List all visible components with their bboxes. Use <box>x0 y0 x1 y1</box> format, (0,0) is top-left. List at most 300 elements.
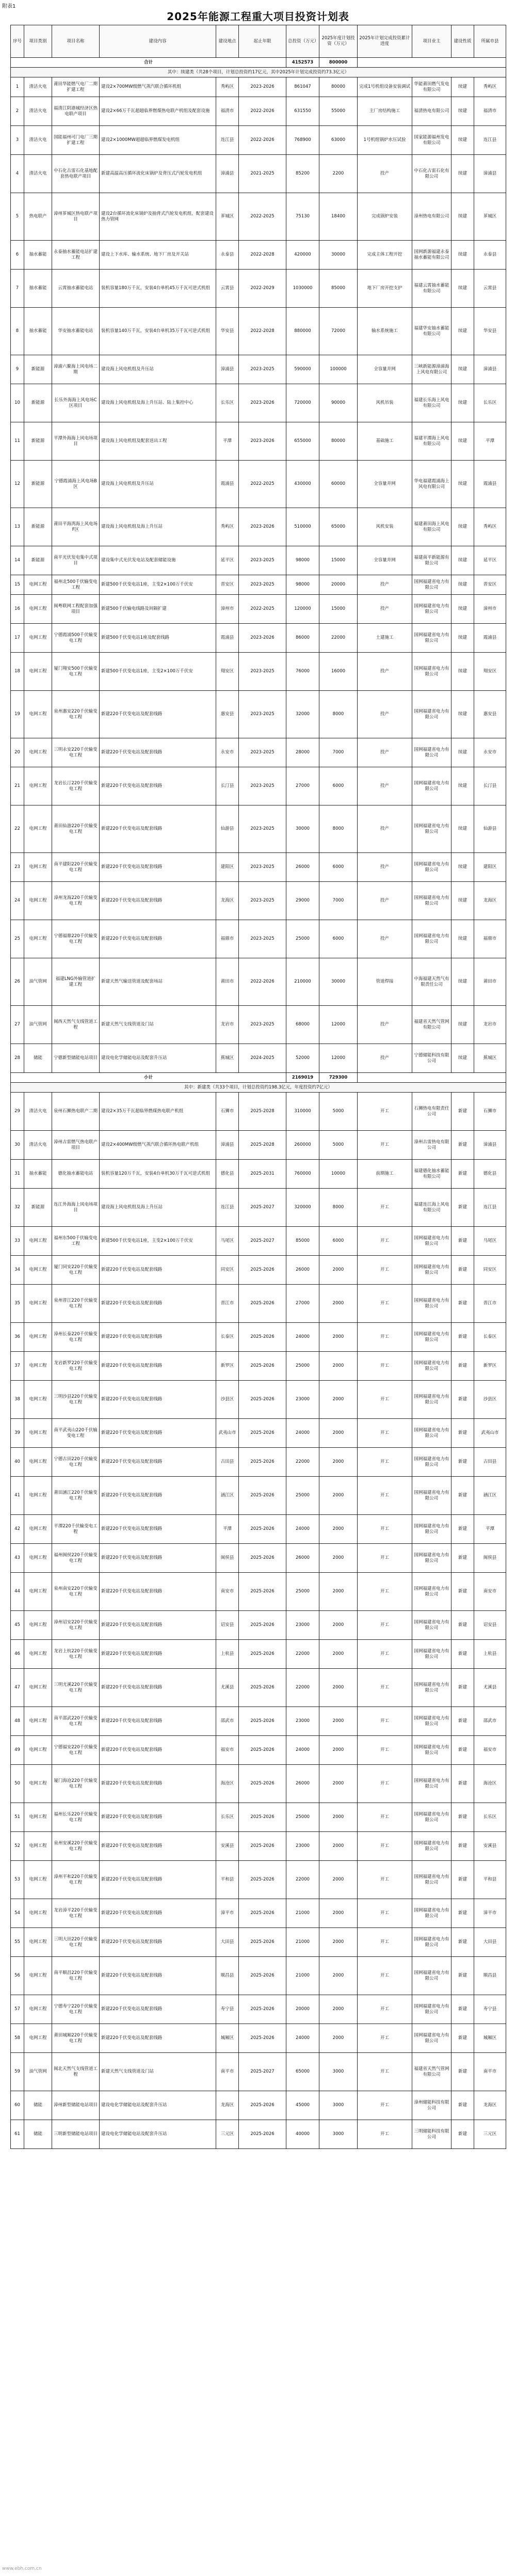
table-row <box>11 1928 506 1957</box>
cell-nature: 新建 <box>452 1707 474 1736</box>
cell-total: 861047 <box>286 77 319 97</box>
cell-progress: 全容量并网 <box>358 355 412 384</box>
cell-plan: 2000 <box>319 1285 358 1323</box>
cell-content: 新建220千伏变电站及配套线路 <box>100 1861 216 1899</box>
cell-total: 1030000 <box>286 270 319 308</box>
cell-content: 新建220千伏变电站及配套线路 <box>100 1515 216 1544</box>
cell-years: 2025-2026 <box>239 1611 286 1640</box>
cell-nature: 续建 <box>452 882 474 920</box>
header-years: 起止年限 <box>239 25 286 58</box>
cell-location: 龙海区 <box>216 882 239 920</box>
cell-nature: 新建 <box>452 1544 474 1573</box>
cell-content: 新建天然气支线管道及门站 <box>100 1006 216 1044</box>
cell-category: 电网工程 <box>24 1765 52 1803</box>
cell-plan: 2000 <box>319 1765 358 1803</box>
cell-category: 电网工程 <box>24 1957 52 1995</box>
cell-no: 59 <box>11 2053 24 2091</box>
table-row <box>11 1995 506 2024</box>
cell-nature: 新建 <box>452 2120 474 2149</box>
cell-location: 平潭 <box>216 422 239 461</box>
cell-years: 2022-2029 <box>239 270 286 308</box>
table-row <box>11 1803 506 1832</box>
cell-city: 古田县 <box>474 1448 506 1477</box>
cell-years: 2022-2028 <box>239 241 286 270</box>
cell-plan: 2000 <box>319 1928 358 1957</box>
cell-plan: 63000 <box>319 126 358 155</box>
cell-name: 平潭220千伏输变电工程 <box>52 1515 100 1544</box>
cell-location: 南安市 <box>216 1573 239 1611</box>
cell-location: 闽侯县 <box>216 1544 239 1573</box>
cell-nature: 续建 <box>452 738 474 767</box>
cell-nature: 续建 <box>452 958 474 1006</box>
cell-nature: 新建 <box>452 1227 474 1256</box>
cell-nature: 新建 <box>452 1448 474 1477</box>
cell-no: 11 <box>11 422 24 461</box>
cell-nature: 新建 <box>452 1189 474 1227</box>
cell-city: 平潭 <box>474 422 506 461</box>
cell-plan: 2000 <box>319 1477 358 1515</box>
cell-progress: 投产 <box>358 738 412 767</box>
cell-owner: 三峡新能源漳浦海上风电有限公司 <box>412 355 452 384</box>
table-row <box>11 920 506 958</box>
cell-category: 电网工程 <box>24 1803 52 1832</box>
cell-progress: 完成1号机组设备安装调试 <box>358 77 412 97</box>
cell-years: 2025-2026 <box>239 1285 286 1323</box>
project-table <box>10 25 506 2149</box>
cell-content: 新建220千伏变电站及配套线路 <box>100 1736 216 1765</box>
cell-category: 油气管网 <box>24 958 52 1006</box>
cell-plan: 3000 <box>319 2091 358 2120</box>
cell-location: 南平市 <box>216 2053 239 2091</box>
cell-total: 320000 <box>286 1189 319 1227</box>
cell-nature: 新建 <box>452 2024 474 2053</box>
cell-nature: 续建 <box>452 853 474 882</box>
table-row <box>11 2024 506 2053</box>
subtotal-label: 小计 <box>11 1073 286 1083</box>
cell-no: 48 <box>11 1707 24 1736</box>
attachment-label: 附表1 <box>2 4 16 9</box>
cell-total: 22000 <box>286 1861 319 1899</box>
cell-name: 泉州惠安220千伏输变电工程 <box>52 691 100 738</box>
cell-content: 新建220千伏变电站及配套线路 <box>100 738 216 767</box>
cell-name: 南平武夷山220千伏输变电工程 <box>52 1419 100 1448</box>
cell-location: 晋江市 <box>216 1285 239 1323</box>
header-no: 序号 <box>11 25 24 58</box>
cell-owner: 华能莆田燃气发电有限公司 <box>412 77 452 97</box>
cell-no: 28 <box>11 1044 24 1073</box>
cell-total: 24000 <box>286 1515 319 1544</box>
cell-owner: 国网福建省电力有限公司 <box>412 1477 452 1515</box>
cell-city: 大田县 <box>474 1928 506 1957</box>
cell-location: 新罗区 <box>216 1352 239 1381</box>
cell-plan: 8000 <box>319 805 358 853</box>
cell-content: 新建220千伏变电站及配套线路 <box>100 691 216 738</box>
cell-years: 2022-2028 <box>239 308 286 355</box>
cell-location: 寿宁县 <box>216 1995 239 2024</box>
cell-years: 2023-2025 <box>239 546 286 575</box>
cell-name: 福清江阴港城经济区热电联产项目 <box>52 97 100 126</box>
cell-total: 29000 <box>286 882 319 920</box>
cell-category: 清洁火电 <box>24 126 52 155</box>
cell-years: 2025-2028 <box>239 1093 286 1131</box>
cell-years: 2025-2026 <box>239 1640 286 1669</box>
table-row <box>11 241 506 270</box>
cell-years: 2022-2025 <box>239 595 286 624</box>
cell-total: 85000 <box>286 1227 319 1256</box>
cell-nature: 续建 <box>452 422 474 461</box>
cell-total: 98000 <box>286 575 319 595</box>
cell-plan: 2000 <box>319 1381 358 1419</box>
cell-progress: 投产 <box>358 853 412 882</box>
cell-total: 23000 <box>286 1381 319 1419</box>
cell-location: 诏安县 <box>216 1611 239 1640</box>
cell-plan: 5000 <box>319 1131 358 1160</box>
cell-city: 延平区 <box>474 546 506 575</box>
cell-name: 南平邵武220千伏输变电工程 <box>52 1707 100 1736</box>
table-row <box>11 1006 506 1044</box>
cell-category: 电网工程 <box>24 882 52 920</box>
cell-name: 连江外海海上风电场项目 <box>52 1189 100 1227</box>
cell-no: 18 <box>11 653 24 691</box>
cell-progress: 开工 <box>358 1381 412 1419</box>
cell-progress: 开工 <box>358 1189 412 1227</box>
cell-owner: 福建连江海上风电有限公司 <box>412 1189 452 1227</box>
cell-total: 27000 <box>286 1285 319 1323</box>
cell-city: 三元区 <box>474 2120 506 2149</box>
cell-name: 宁德新型储能电站项目 <box>52 1044 100 1073</box>
cell-total: 28000 <box>286 738 319 767</box>
cell-content: 新建220千伏变电站及配套线路 <box>100 882 216 920</box>
table-row <box>11 1352 506 1381</box>
cell-name: 漳州古雷燃气热电联产项目 <box>52 1131 100 1160</box>
subtotal-plan: 729300 <box>319 1073 358 1083</box>
total-plan: 800000 <box>319 58 358 68</box>
cell-content: 新建500千伏变电站1座，主变2×100万千伏安 <box>100 575 216 595</box>
cell-name: 漳州诏安220千伏输变电工程 <box>52 1611 100 1640</box>
cell-owner: 福建长乐海上风电有限公司 <box>412 384 452 422</box>
cell-content: 建设2×700MW级燃气蒸汽联合循环机组 <box>100 77 216 97</box>
cell-years: 2025-2028 <box>239 1131 286 1160</box>
cell-content: 新建220千伏变电站及配套线路 <box>100 2024 216 2053</box>
header-progress: 2025年计划完成投资累计进度 <box>358 25 412 58</box>
cell-total: 880000 <box>286 308 319 355</box>
cell-owner: 福建华安抽水蓄能有限公司 <box>412 308 452 355</box>
cell-owner: 福建德化抽水蓄能有限公司 <box>412 1160 452 1189</box>
cell-progress: 投产 <box>358 767 412 805</box>
cell-years: 2023-2025 <box>239 355 286 384</box>
cell-content: 建设电化学储能电站及配套升压站 <box>100 2120 216 2149</box>
cell-nature: 新建 <box>452 1669 474 1707</box>
cell-plan: 65000 <box>319 508 358 546</box>
cell-owner: 国网福建省电力有限公司 <box>412 653 452 691</box>
cell-no: 35 <box>11 1285 24 1323</box>
cell-nature: 续建 <box>452 270 474 308</box>
cell-city: 华安县 <box>474 308 506 355</box>
table-row <box>11 1957 506 1995</box>
cell-total: 120000 <box>286 595 319 624</box>
cell-category: 热电联产 <box>24 193 52 241</box>
cell-category: 电网工程 <box>24 653 52 691</box>
cell-total: 510000 <box>286 508 319 546</box>
cell-content: 建设海上风电机组及配套送出工程 <box>100 422 216 461</box>
cell-years: 2025-2026 <box>239 1448 286 1477</box>
table-row <box>11 384 506 422</box>
cell-plan: 80000 <box>319 77 358 97</box>
cell-owner: 宁德储能科技有限公司 <box>412 1044 452 1073</box>
cell-no: 17 <box>11 624 24 653</box>
cell-location: 漳平市 <box>216 1899 239 1928</box>
cell-category: 电网工程 <box>24 738 52 767</box>
header-location: 建设地点 <box>216 25 239 58</box>
cell-location: 漳州市 <box>216 595 239 624</box>
cell-city: 南安市 <box>474 1573 506 1611</box>
cell-content: 建设海上风电机组及海上升压站 <box>100 1189 216 1227</box>
table-row <box>11 1256 506 1285</box>
cell-nature: 续建 <box>452 77 474 97</box>
cell-owner: 福建云霄抽水蓄能有限公司 <box>412 270 452 308</box>
cell-no: 60 <box>11 2091 24 2120</box>
cell-total: 631550 <box>286 97 319 126</box>
cell-years: 2021-2025 <box>239 155 286 193</box>
cell-name: 漳州芗城区热电联产项目 <box>52 193 100 241</box>
cell-progress: 开工 <box>358 1573 412 1611</box>
cell-no: 21 <box>11 767 24 805</box>
header-plan: 2025年度计划投资（万元） <box>319 25 358 58</box>
cell-category: 电网工程 <box>24 1323 52 1352</box>
header-content: 建设内容 <box>100 25 216 58</box>
cell-location: 涵江区 <box>216 1477 239 1515</box>
cell-category: 抽水蓄能 <box>24 241 52 270</box>
header-owner: 项目业主 <box>412 25 452 58</box>
cell-name: 三明尤溪220千伏输变电工程 <box>52 1669 100 1707</box>
cell-content: 新建220千伏变电站及配套线路 <box>100 767 216 805</box>
cell-category: 电网工程 <box>24 1352 52 1381</box>
cell-owner: 国网福建省电力有限公司 <box>412 575 452 595</box>
cell-total: 20000 <box>286 1995 319 2024</box>
cell-total: 27000 <box>286 767 319 805</box>
cell-content: 新建220千伏变电站及配套线路 <box>100 1419 216 1448</box>
cell-owner: 国网福建省电力有限公司 <box>412 1285 452 1323</box>
cell-plan: 80000 <box>319 422 358 461</box>
cell-location: 霞浦县 <box>216 461 239 508</box>
cell-category: 电网工程 <box>24 624 52 653</box>
cell-plan: 2200 <box>319 155 358 193</box>
cell-location: 长泰区 <box>216 1323 239 1352</box>
cell-no: 58 <box>11 2024 24 2053</box>
cell-category: 电网工程 <box>24 1419 52 1448</box>
cell-category: 清洁火电 <box>24 155 52 193</box>
cell-progress: 开工 <box>358 1899 412 1928</box>
cell-category: 清洁火电 <box>24 1093 52 1131</box>
cell-location: 惠安县 <box>216 691 239 738</box>
cell-years: 2023-2026 <box>239 77 286 97</box>
cell-years: 2025-2031 <box>239 1160 286 1189</box>
cell-city: 平潭 <box>474 1515 506 1544</box>
cell-no: 12 <box>11 461 24 508</box>
cell-location: 翔安区 <box>216 653 239 691</box>
cell-nature: 新建 <box>452 1323 474 1352</box>
cell-city: 长汀县 <box>474 767 506 805</box>
cell-category: 新能源 <box>24 1189 52 1227</box>
cell-progress: 开工 <box>358 1640 412 1669</box>
cell-category: 电网工程 <box>24 853 52 882</box>
cell-location: 尤溪县 <box>216 1669 239 1707</box>
cell-progress: 开工 <box>358 1611 412 1640</box>
header-total: 总投资（万元） <box>286 25 319 58</box>
table-row <box>11 1044 506 1073</box>
cell-city: 仙游县 <box>474 805 506 853</box>
cell-nature: 续建 <box>452 546 474 575</box>
cell-years: 2023-2025 <box>239 805 286 853</box>
cell-city: 霞浦县 <box>474 624 506 653</box>
table-row <box>11 1573 506 1611</box>
cell-plan: 2000 <box>319 1736 358 1765</box>
cell-content: 新建220千伏变电站及配套线路 <box>100 1803 216 1832</box>
cell-content: 建设上下水库、输水系统、地下厂房及开关站 <box>100 241 216 270</box>
cell-name: 莆田华能燃气电厂二期扩建工程 <box>52 77 100 97</box>
cell-years: 2022-2025 <box>239 193 286 241</box>
cell-no: 32 <box>11 1189 24 1227</box>
subtotal-row <box>11 1073 506 1083</box>
cell-owner: 中石化古雷石化有限公司 <box>412 155 452 193</box>
cell-total: 85200 <box>286 155 319 193</box>
cell-city: 连江县 <box>474 126 506 155</box>
cell-no: 57 <box>11 1995 24 2024</box>
cell-content: 装机容量180万千瓦，安装4台单机45万千瓦可逆式机组 <box>100 270 216 308</box>
total-label: 合计 <box>11 58 286 68</box>
cell-category: 电网工程 <box>24 1861 52 1899</box>
cell-location: 连江县 <box>216 1189 239 1227</box>
cell-years: 2025-2026 <box>239 1995 286 2024</box>
cell-total: 25000 <box>286 1352 319 1381</box>
cell-city: 邵武市 <box>474 1707 506 1736</box>
cell-content: 新建220千伏变电站及配套线路 <box>100 1669 216 1707</box>
cell-owner: 国网福建省电力有限公司 <box>412 1995 452 2024</box>
cell-city: 顺昌县 <box>474 1957 506 1995</box>
cell-location: 同安区 <box>216 1256 239 1285</box>
cell-no: 41 <box>11 1477 24 1515</box>
cell-progress: 开工 <box>358 1131 412 1160</box>
cell-years: 2025-2026 <box>239 1736 286 1765</box>
cell-content: 新建220千伏变电站及配套线路 <box>100 920 216 958</box>
cell-total: 24000 <box>286 2024 319 2053</box>
cell-location: 永泰县 <box>216 241 239 270</box>
cell-owner: 国网福建省电力有限公司 <box>412 1640 452 1669</box>
cell-name: 福州东500千伏输变电工程 <box>52 1227 100 1256</box>
section-header-row <box>11 68 506 77</box>
cell-progress: 投产 <box>358 155 412 193</box>
cell-owner: 国网福建省电力有限公司 <box>412 1736 452 1765</box>
subtotal-total: 2169019 <box>286 1073 319 1083</box>
cell-plan: 2000 <box>319 1832 358 1861</box>
cell-city: 同安区 <box>474 1256 506 1285</box>
cell-nature: 续建 <box>452 193 474 241</box>
cell-plan: 2000 <box>319 1256 358 1285</box>
cell-name: 三明大田220千伏输变电工程 <box>52 1928 100 1957</box>
cell-no: 49 <box>11 1736 24 1765</box>
cell-name: 宁德寿宁220千伏输变电工程 <box>52 1995 100 2024</box>
cell-content: 建设电化学储能电站及配套升压站 <box>100 1044 216 1073</box>
cell-nature: 续建 <box>452 691 474 738</box>
cell-no: 15 <box>11 575 24 595</box>
cell-progress: 开工 <box>358 1928 412 1957</box>
cell-total: 75130 <box>286 193 319 241</box>
cell-owner: 漳州古雷热电有限公司 <box>412 1131 452 1160</box>
cell-years: 2025-2026 <box>239 1544 286 1573</box>
cell-plan: 15000 <box>319 546 358 575</box>
header-category: 项目类别 <box>24 25 52 58</box>
cell-city: 海沧区 <box>474 1765 506 1803</box>
cell-location: 云霄县 <box>216 270 239 308</box>
cell-category: 电网工程 <box>24 1669 52 1707</box>
cell-owner: 国网福建省电力有限公司 <box>412 1803 452 1832</box>
table-row <box>11 853 506 882</box>
cell-years: 2025-2026 <box>239 1832 286 1861</box>
table-row <box>11 422 506 461</box>
cell-city: 平和县 <box>474 1861 506 1899</box>
cell-content: 新建220千伏变电站及配套线路 <box>100 1707 216 1736</box>
cell-years: 2022-2026 <box>239 958 286 1006</box>
cell-nature: 续建 <box>452 767 474 805</box>
cell-name: 泉州南安220千伏输变电工程 <box>52 1573 100 1611</box>
cell-content: 新建220千伏变电站及配套线路 <box>100 1381 216 1419</box>
cell-owner: 中海福建天然气有限责任公司 <box>412 958 452 1006</box>
cell-plan: 2000 <box>319 1995 358 2024</box>
cell-content: 新建220千伏变电站及配套线路 <box>100 1899 216 1928</box>
cell-no: 7 <box>11 270 24 308</box>
table-row <box>11 1285 506 1323</box>
cell-category: 新能源 <box>24 422 52 461</box>
cell-name: 龙岩长汀220千伏输变电工程 <box>52 767 100 805</box>
cell-owner: 国网福建省电力有限公司 <box>412 853 452 882</box>
cell-location: 福清市 <box>216 97 239 126</box>
cell-total: 430000 <box>286 461 319 508</box>
cell-progress: 开工 <box>358 1515 412 1544</box>
cell-category: 电网工程 <box>24 1573 52 1611</box>
cell-no: 14 <box>11 546 24 575</box>
cell-nature: 续建 <box>452 155 474 193</box>
cell-plan: 6000 <box>319 1227 358 1256</box>
cell-years: 2023-2025 <box>239 853 286 882</box>
cell-progress: 开工 <box>358 1669 412 1707</box>
cell-plan: 30000 <box>319 958 358 1006</box>
cell-owner: 国网福建省电力有限公司 <box>412 1381 452 1419</box>
cell-content: 新建500千伏变电站1座及配套线路 <box>100 624 216 653</box>
cell-name: 宁德福安220千伏输变电工程 <box>52 1736 100 1765</box>
cell-category: 清洁火电 <box>24 77 52 97</box>
cell-nature: 新建 <box>452 1611 474 1640</box>
cell-location: 秀屿区 <box>216 508 239 546</box>
cell-category: 电网工程 <box>24 2024 52 2053</box>
cell-years: 2025-2026 <box>239 1928 286 1957</box>
table-row <box>11 97 506 126</box>
cell-plan: 60000 <box>319 461 358 508</box>
cell-plan: 2000 <box>319 1352 358 1381</box>
cell-city: 晋江市 <box>474 1285 506 1323</box>
cell-plan: 2000 <box>319 1515 358 1544</box>
cell-name: 闽西天然气支线管道工程 <box>52 1006 100 1044</box>
cell-owner: 国网福建省电力有限公司 <box>412 691 452 738</box>
cell-nature: 续建 <box>452 575 474 595</box>
cell-progress: 投产 <box>358 805 412 853</box>
table-row <box>11 1515 506 1544</box>
cell-category: 油气管网 <box>24 1006 52 1044</box>
cell-total: 420000 <box>286 241 319 270</box>
cell-name: 三明新型储能电站项目 <box>52 2120 100 2149</box>
cell-total: 22000 <box>286 1448 319 1477</box>
cell-nature: 新建 <box>452 1995 474 2024</box>
cell-nature: 新建 <box>452 1093 474 1131</box>
